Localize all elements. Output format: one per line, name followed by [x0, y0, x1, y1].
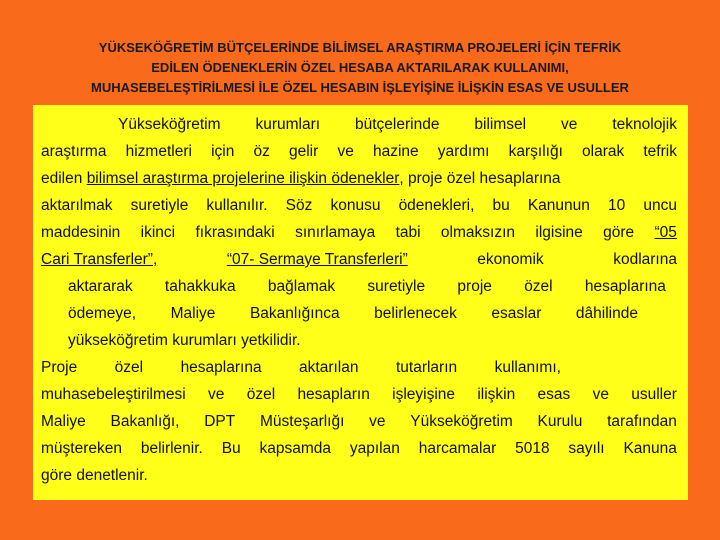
body-word: 5018 — [515, 440, 550, 457]
body-word: işleyişine — [392, 386, 456, 403]
body-word: suretiyle — [130, 197, 189, 214]
body-line-10 — [41, 358, 561, 378]
body-word: dâhilinde — [575, 305, 638, 322]
body-word: aktarılan — [299, 359, 359, 376]
body-word: öz — [253, 143, 270, 160]
body-word: hesapların — [297, 386, 370, 403]
body-word: gelir — [289, 143, 319, 160]
body-word: hesaplarına — [584, 278, 666, 295]
body-word: tefrik — [643, 143, 677, 160]
body-word: özel — [246, 386, 276, 403]
body-word: Bu — [221, 440, 241, 457]
body-word: ilişkin — [477, 386, 516, 403]
body-word: bütçelerinde — [355, 116, 440, 133]
body-word: araştırma — [41, 143, 107, 160]
body-word: hazine — [372, 143, 419, 160]
body-word: Kanuna — [623, 440, 677, 457]
title-line-2: EDİLEN ÖDENEKLERİN ÖZEL HESABA AKTARILARAK KULLANIMI, — [151, 60, 569, 75]
body-word: göre — [603, 224, 635, 241]
body-word: Yükseköğretim — [118, 116, 221, 133]
body-line-5 — [41, 223, 677, 243]
body-line-3 — [41, 169, 677, 189]
body-word: özel — [524, 278, 553, 295]
body-word: tutarların — [395, 359, 458, 376]
body-word: ekonomik — [477, 251, 544, 268]
body-word: Cari Transferler”, — [41, 251, 158, 268]
body-word: tabi — [395, 224, 421, 241]
body-word: aktararak — [68, 278, 133, 295]
title-line-1: YÜKSEKÖĞRETİM BÜTÇELERİNDE BİLİMSEL ARAŞTIRMA PROJELERİ İÇİN TEFRİK — [98, 40, 622, 55]
body-word: Bakanlığınca — [249, 305, 340, 322]
body-word: Müsteşarlığı — [259, 413, 345, 430]
body-word: konusu — [330, 197, 381, 214]
body-word: hizmetleri — [125, 143, 192, 160]
body-line-11 — [41, 385, 677, 405]
page-title — [20, 38, 700, 98]
body-word: belirlenecek — [374, 305, 457, 322]
body-word: proje — [457, 278, 492, 295]
body-word: belirlenir. — [140, 440, 203, 457]
body-word: bağlamak — [267, 278, 336, 295]
title-line-3: MUHASEBELEŞTİRİLMESİ İLE ÖZEL HESABIN İŞLEYİŞİNE İLİŞKİN ESAS VE USULLER — [91, 80, 629, 95]
body-line-13 — [41, 439, 677, 459]
body-word: ödenekleri, — [398, 197, 475, 214]
body-word: ve — [208, 386, 225, 403]
underlined-phrase: bilimsel araştırma projelerine ilişkin ödenekler — [86, 170, 400, 187]
body-word: bilimsel — [474, 116, 527, 133]
body-word: ödemeye, — [68, 305, 137, 322]
body-word: suretiyle — [367, 278, 426, 295]
body-word: uncu — [643, 197, 677, 214]
body-word: kodlarına — [613, 251, 677, 268]
body-word: teknolojik — [612, 116, 677, 133]
body-word: Proje — [41, 359, 78, 376]
body-word: maddesinin — [41, 224, 121, 241]
body-word: kurumları — [255, 116, 321, 133]
body-word: sayılı — [568, 440, 605, 457]
body-word: aktarılmak — [41, 197, 113, 214]
body-word: Maliye — [41, 413, 86, 430]
body-word: esas — [537, 386, 571, 403]
text-panel — [33, 105, 688, 500]
body-word: Bakanlığı, — [110, 413, 180, 430]
body-word: esaslar — [491, 305, 542, 322]
body-word: tahakkuka — [164, 278, 236, 295]
body-word: ve — [369, 413, 386, 430]
body-word: ve — [561, 116, 578, 133]
body-word: muhasebeleştirilmesi — [41, 386, 186, 403]
body-word: tarafından — [607, 413, 677, 430]
body-word: 10 — [607, 197, 626, 214]
body-line-8 — [68, 304, 638, 324]
body-word: Maliye — [170, 305, 216, 322]
body-word: “07- Sermaye Transferleri” — [226, 251, 408, 268]
body-word: müştereken — [41, 440, 122, 457]
body-line-2 — [41, 142, 677, 162]
body-word: ikinci — [140, 224, 176, 241]
body-word: fıkrasındaki — [195, 224, 275, 241]
body-word: “05 — [654, 224, 677, 241]
body-word: olmaksızın — [440, 224, 516, 241]
body-word: kullanımı, — [494, 359, 561, 376]
body-word: sınırlamaya — [295, 224, 376, 241]
body-word: karşılığı — [508, 143, 563, 160]
body-word: edilen — [41, 170, 83, 187]
body-word: kullanılır. — [206, 197, 268, 214]
body-word: hesaplarına — [180, 359, 262, 376]
body-word: harcamalar — [418, 440, 497, 457]
body-word: , proje özel hesaplarına — [399, 170, 561, 187]
body-word: yardımı — [437, 143, 490, 160]
body-line-6 — [41, 250, 677, 270]
body-word: yapılan — [349, 440, 400, 457]
body-line-4 — [41, 196, 677, 216]
body-word: ilgisine — [535, 224, 583, 241]
body-word: özel — [114, 359, 144, 376]
body-line-7 — [68, 277, 666, 297]
body-word: Yükseköğretim — [410, 413, 513, 430]
body-word: bu — [492, 197, 510, 214]
body-line-1 — [118, 115, 677, 135]
body-word: Kurulu — [537, 413, 583, 430]
body-word: Kanunun — [527, 197, 590, 214]
body-word: olarak — [582, 143, 625, 160]
body-word: ve — [337, 143, 354, 160]
body-line-14: göre denetlenir. — [41, 467, 148, 484]
body-word: için — [211, 143, 235, 160]
body-word: DPT — [204, 413, 236, 430]
body-word: Söz — [285, 197, 313, 214]
body-word: kapsamda — [259, 440, 332, 457]
body-line-9: yükseköğretim kurumları yetkilidir. — [68, 332, 301, 349]
body-word: usuller — [631, 386, 677, 403]
body-word: ve — [592, 386, 609, 403]
body-line-12 — [41, 412, 677, 432]
